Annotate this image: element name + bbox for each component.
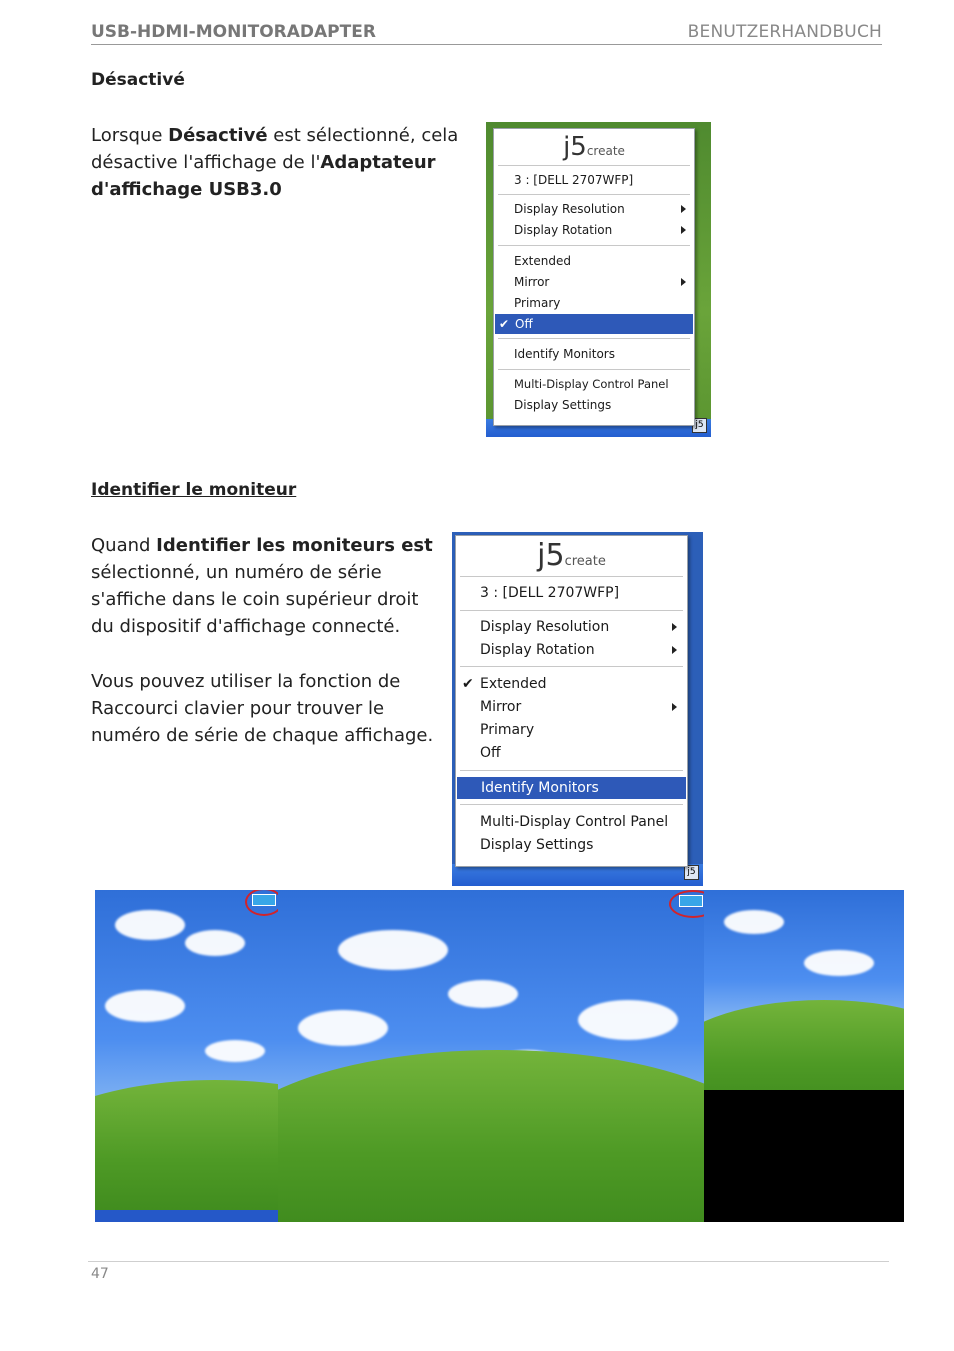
tray-j5-icon[interactable]: j5: [684, 865, 699, 880]
menu-separator: [460, 610, 683, 611]
submenu-arrow-icon: [681, 205, 686, 213]
menu-item-display-settings[interactable]: Display Settings: [514, 398, 612, 412]
section-heading-desactive: Désactivé: [91, 70, 185, 90]
menu-separator: [460, 666, 683, 667]
menu-item-extended[interactable]: Extended: [514, 254, 571, 268]
taskbar: [452, 864, 703, 886]
monitor-center-wallpaper: [278, 890, 704, 1222]
checkmark-icon: ✔: [462, 676, 474, 692]
footer-rule: [88, 1261, 889, 1262]
taskbar: [95, 1210, 280, 1222]
menu-item-primary[interactable]: Primary: [480, 722, 535, 738]
submenu-arrow-icon: [681, 226, 686, 234]
j5create-logo: j5create: [537, 538, 606, 573]
menu-item-display-resolution[interactable]: Display Resolution: [456, 616, 687, 639]
menu-item-identify-monitors[interactable]: Identify Monitors: [457, 777, 686, 799]
menu-screenshot-off: [486, 122, 711, 437]
menu-item-mirror[interactable]: Mirror: [456, 696, 687, 719]
menu-item-display-rotation[interactable]: Display Rotation: [494, 220, 694, 241]
submenu-arrow-icon: [672, 646, 677, 654]
desktop-panorama: [95, 890, 904, 1222]
section1-paragraph: Lorsque Désactivé est sélectionné, cela désactive l'affichage de l'Adaptateur d'affichage USB3.0: [91, 125, 459, 200]
submenu-arrow-icon: [672, 623, 677, 631]
tray-j5-icon[interactable]: j5: [692, 418, 707, 433]
menu-item-device[interactable]: 3 : [DELL 2707WFP]: [514, 173, 634, 187]
menu-item-off[interactable]: Off: [480, 745, 501, 761]
menu-separator: [498, 338, 690, 339]
menu-separator: [498, 194, 690, 195]
menu-item-display-rotation[interactable]: Display Rotation: [456, 639, 687, 662]
page-number: 47: [91, 1266, 109, 1282]
menu-separator: [460, 804, 683, 805]
section2-paragraph-1: Quand Identifier les moniteurs est sélectionné, un numéro de série s'affiche dans le coin supérieur droit du dispositif d'affichage connecté.: [91, 535, 433, 637]
menu-separator: [498, 245, 690, 246]
menu-item-control-panel[interactable]: Multi-Display Control Panel: [480, 814, 669, 830]
menu-item-extended[interactable]: ✔ Extended: [456, 673, 687, 696]
menu-item-display-resolution[interactable]: Display Resolution: [494, 199, 694, 220]
monitor-left-wallpaper: [95, 890, 280, 1222]
menu-item-display-settings[interactable]: Display Settings: [480, 837, 594, 853]
menu-separator: [498, 369, 690, 370]
j5create-logo: j5create: [563, 132, 625, 162]
menu-item-mirror[interactable]: Mirror: [494, 272, 694, 293]
menu-item-control-panel[interactable]: Multi-Display Control Panel: [514, 377, 669, 391]
menu-item-primary[interactable]: Primary: [514, 296, 561, 310]
monitor-right-black-area: [704, 1090, 904, 1222]
header-rule: [91, 44, 882, 45]
menu-separator: [460, 770, 683, 771]
menu-item-device[interactable]: 3 : [DELL 2707WFP]: [480, 585, 620, 601]
submenu-arrow-icon: [681, 278, 686, 286]
section2-paragraph-2: Vous pouvez utiliser la fonction de Raccourci clavier pour trouver le numéro de série de chaque affichage.: [91, 671, 434, 746]
menu-item-off[interactable]: ✔ Off: [495, 314, 693, 334]
context-menu: [455, 535, 688, 867]
menu-screenshot-identify: [452, 532, 703, 886]
section-heading-identifier: Identifier le moniteur: [91, 480, 297, 500]
menu-item-identify-monitors[interactable]: Identify Monitors: [514, 347, 615, 361]
monitor-right-wallpaper: [704, 890, 904, 1090]
header-subtitle: BENUTZERHANDBUCH: [687, 22, 882, 42]
checkmark-icon: ✔: [499, 317, 510, 331]
context-menu: [493, 128, 695, 426]
header-title: USB-HDMI-MONITORADAPTER: [91, 22, 376, 42]
submenu-arrow-icon: [672, 703, 677, 711]
